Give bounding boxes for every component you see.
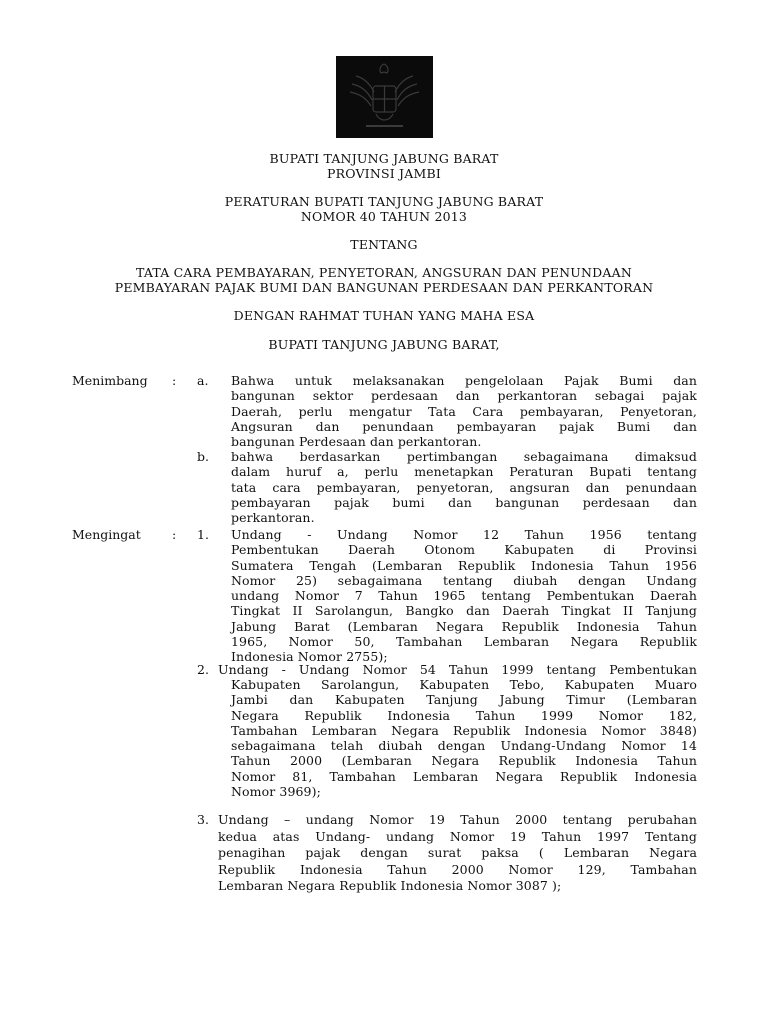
menimbang-item-b bbox=[231, 449, 697, 525]
text-line: Republik Indonesia Tahun 2000 Nomor 129, Tambahan bbox=[218, 861, 697, 877]
province-title: PROVINSI JAMBI bbox=[327, 166, 441, 181]
mengingat-item-3 bbox=[218, 812, 697, 895]
subject-line-2: PEMBAYARAN PAJAK BUMI DAN BANGUNAN PERDESAAN DAN PERKANTORAN bbox=[114, 280, 654, 295]
text-line: dalam huruf a, perlu menetapkan Peraturan Bupati tentang bbox=[231, 464, 697, 480]
text-line: Tambahan Lembaran Negara Republik Indonesia Nomor 3848) bbox=[231, 722, 697, 738]
text-line: Undang - Undang Nomor 54 Tahun 1999 tentang Pembentukan bbox=[218, 662, 697, 677]
text-line: Tahun 2000 (Lembaran Negara Republik Indonesia Tahun bbox=[231, 753, 697, 769]
text-line: Nomor 3969); bbox=[231, 784, 321, 800]
text-line: Jambi dan Kabupaten Tanjung Jabung Timur (Lembaran bbox=[231, 692, 697, 708]
text-line: sebagaimana telah diubah dengan Undang-Undang Nomor 14 bbox=[231, 738, 697, 754]
menimbang-colon: : bbox=[172, 373, 177, 388]
text-line: Nomor 25) sebagaimana tentang diubah dengan Undang bbox=[231, 572, 697, 588]
text-line: Daerah, perlu mengatur Tata Cara pembayaran, Penyetoran, bbox=[231, 403, 697, 419]
mengingat-label: Mengingat bbox=[72, 527, 141, 542]
text-line: Undang - Undang Nomor 12 Tahun 1956 tentang bbox=[231, 527, 697, 542]
regulation-type: PERATURAN BUPATI TANJUNG JABUNG BARAT bbox=[224, 194, 544, 209]
text-line: bangunan Perdesaan dan perkantoran. bbox=[231, 434, 482, 450]
text-line: kedua atas Undang- undang Nomor 19 Tahun 1997 Tentang bbox=[218, 828, 697, 844]
text-line: Angsuran dan penundaan pembayaran pajak Bumi dan bbox=[231, 418, 697, 434]
text-line: Jabung Barat (Lembaran Negara Republik Indonesia Tahun bbox=[231, 618, 697, 634]
text-line: bahwa berdasarkan pertimbangan sebagaimana dimaksud bbox=[231, 449, 697, 464]
mengingat-item-3-marker: 3. bbox=[197, 812, 209, 827]
text-line: Lembaran Negara Republik Indonesia Nomor 3087 ); bbox=[218, 878, 562, 893]
text-line: Undang – undang Nomor 19 Tahun 2000 tentang perubahan bbox=[218, 812, 697, 827]
text-line: Pembentukan Daerah Otonom Kabupaten di Provinsi bbox=[231, 542, 697, 558]
mengingat-item-2 bbox=[231, 677, 697, 799]
menimbang-item-b-marker: b. bbox=[197, 449, 209, 464]
text-line: Bahwa untuk melaksanakan pengelolaan Pajak Bumi dan bbox=[231, 373, 697, 388]
mengingat-item-1-marker: 1. bbox=[197, 527, 209, 542]
text-line: perkantoran. bbox=[231, 510, 315, 526]
garuda-emblem-icon bbox=[336, 56, 433, 138]
text-line: Indonesia Nomor 2755); bbox=[231, 649, 388, 665]
text-line: tata cara pembayaran, penyetoran, angsuran dan penundaan bbox=[231, 479, 697, 495]
regent-title: BUPATI TANJUNG JABUNG BARAT bbox=[269, 151, 499, 166]
mengingat-item-2-first-line bbox=[218, 662, 697, 677]
text-line: Nomor 81, Tambahan Lembaran Negara Republik Indonesia bbox=[231, 768, 697, 784]
authority-line: BUPATI TANJUNG JABUNG BARAT, bbox=[268, 337, 500, 352]
about-heading: TENTANG bbox=[350, 237, 418, 252]
subject-line-1: TATA CARA PEMBAYARAN, PENYETORAN, ANGSURAN DAN PENUNDAAN bbox=[135, 265, 632, 280]
mengingat-item-1 bbox=[231, 527, 697, 665]
text-line: penagihan pajak dengan surat paksa ( Lembaran Negara bbox=[218, 845, 697, 860]
blessing-line: DENGAN RAHMAT TUHAN YANG MAHA ESA bbox=[233, 308, 535, 323]
mengingat-item-2-marker: 2. bbox=[197, 662, 209, 677]
text-line: 1965, Nomor 50, Tambahan Lembaran Negara Republik bbox=[231, 634, 697, 650]
menimbang-item-a-marker: a. bbox=[197, 373, 209, 388]
menimbang-item-a bbox=[231, 373, 697, 449]
regulation-number: NOMOR 40 TAHUN 2013 bbox=[300, 209, 468, 224]
text-line: Sumatera Tengah (Lembaran Republik Indonesia Tahun 1956 bbox=[231, 557, 697, 573]
menimbang-label: Menimbang bbox=[72, 373, 148, 388]
text-line: Negara Republik Indonesia Tahun 1999 Nomor 182, bbox=[231, 707, 697, 723]
text-line: Kabupaten Sarolangun, Kabupaten Tebo, Kabupaten Muaro bbox=[231, 677, 697, 692]
text-line: Tingkat II Sarolangun, Bangko dan Daerah Tingkat II Tanjung bbox=[231, 603, 697, 619]
text-line: undang Nomor 7 Tahun 1965 tentang Pembentukan Daerah bbox=[231, 588, 697, 604]
text-line: pembayaran pajak bumi dan bangunan perdesaan dan bbox=[231, 494, 697, 510]
text-line: bangunan sektor perdesaan dan perkantoran sebagai pajak bbox=[231, 388, 697, 404]
mengingat-colon: : bbox=[172, 527, 177, 542]
